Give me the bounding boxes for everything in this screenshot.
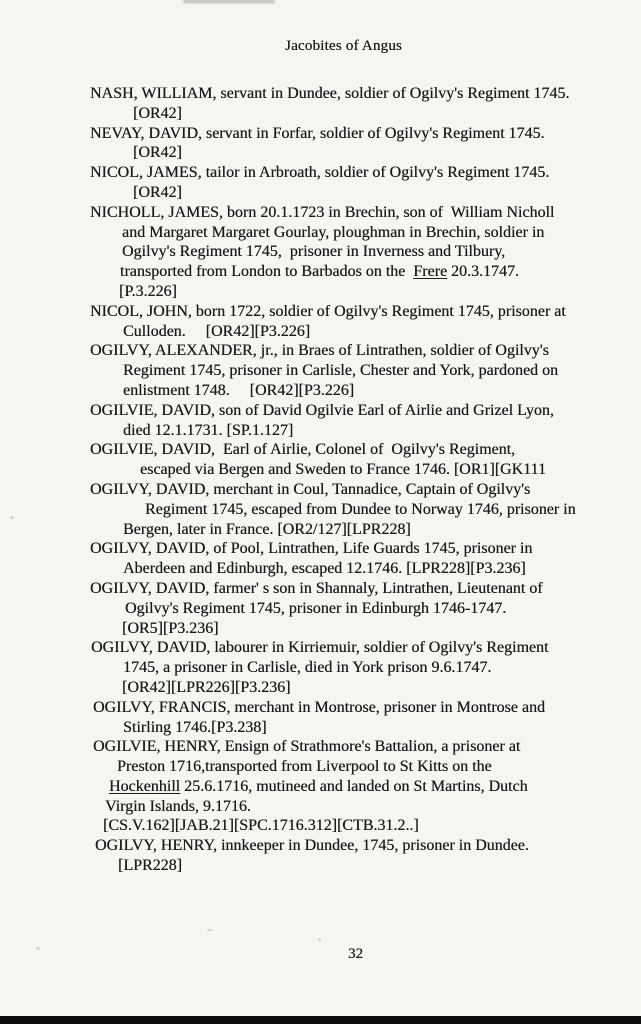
line-text: NEVAY, DAVID, servant in Forfar, soldier of Ogilvy's Regiment 1745. [90,124,545,142]
line-text: 20.3.1747. [447,263,520,281]
text-line [0,163,641,183]
text-line [0,322,641,342]
text-line [0,579,641,599]
text-line [0,104,641,124]
entries-text-block [0,84,641,876]
text-line [0,460,641,480]
text-line [0,480,641,500]
line-text: 1745, a prisoner in Carlisle, died in York prison 9.6.1747. [123,659,492,677]
text-line [0,421,641,441]
line-text: Aberdeen and Edinburgh, escaped 12.1746. [LPR228][P3.236] [123,560,526,578]
line-text: OGILVIE, DAVID, son of David Ogilvie Earl of Airlie and Grizel Lyon, [90,401,554,419]
text-line [0,440,641,460]
text-line [0,223,641,243]
line-text: OGILVIE, DAVID, Earl of Airlie, Colonel of Ogilvy's Regiment, [90,441,516,459]
line-text: Culloden. [OR42][P3.226] [123,322,311,340]
text-line [0,341,641,361]
line-text: Regiment 1745, prisoner in Carlisle, Chester and York, pardoned on [123,362,559,380]
line-text: [CS.V.162][JAB.21][SPC.1716.312][CTB.31.2..] [103,817,419,835]
line-text: Virgin Islands, 9.1716. [105,797,251,815]
line-text: enlistment 1748. [OR42][P3.226] [123,381,355,399]
paper-speck [318,938,321,941]
line-text: Stirling 1746.[P3.238] [123,718,267,736]
line-text: OGILVY, DAVID, of Pool, Lintrathen, Life Guards 1745, prisoner in [90,540,533,558]
line-text: OGILVY, DAVID, labourer in Kirriemuir, soldier of Ogilvy's Regiment [91,639,549,657]
line-text: Ogilvy's Regiment 1745, prisoner in Inverness and Tilbury, [122,243,506,261]
text-line [0,698,641,718]
line-text: NICOL, JOHN, born 1722, soldier of Ogilvy's Regiment 1745, prisoner at [90,302,566,320]
text-line [0,401,641,421]
text-line [0,559,641,579]
text-line [0,143,641,163]
line-text: [OR42] [133,144,182,162]
line-text: and Margaret Margaret Gourlay, ploughman in Brechin, soldier in [122,223,545,241]
line-text: OGILVY, FRANCIS, merchant in Montrose, prisoner in Montrose and [93,698,545,716]
line-text: NICHOLL, JAMES, born 20.1.1723 in Brechin, son of William Nicholl [90,203,555,221]
ship-name: Hockenhill [109,777,181,795]
line-text: transported from London to Barbados on the [120,263,414,281]
line-text: NICOL, JAMES, tailor in Arbroath, soldier of Ogilvy's Regiment 1745. [90,164,550,182]
line-text: OGILVY, HENRY, innkeeper in Dundee, 1745, prisoner in Dundee. [95,837,529,855]
line-text: Bergen, later in France. [OR2/127][LPR228] [123,520,411,538]
ship-name: Frere [413,263,448,281]
text-line [0,124,641,144]
line-text: Regiment 1745, escaped from Dundee to Norway 1746, prisoner in [145,500,576,518]
line-text: OGILVY, DAVID, merchant in Coul, Tannadice, Captain of Ogilvy's [90,480,531,498]
text-line [0,539,641,559]
text-line [0,718,641,738]
text-line [0,361,641,381]
line-text: [P.3.226] [119,282,177,300]
text-line [0,242,641,262]
text-line [0,856,641,876]
line-text: [OR42] [133,183,182,201]
line-text: [OR42] [133,104,182,122]
text-line [0,777,641,797]
text-line [0,203,641,223]
line-text: [LPR228] [118,857,182,875]
line-text: OGILVY, ALEXANDER, jr., in Braes of Lintrathen, soldier of Ogilvy's [90,342,549,360]
line-text: [OR42][LPR226][P3.236] [122,678,291,696]
text-line [0,797,641,817]
text-line [0,737,641,757]
text-line [0,836,641,856]
text-line [0,599,641,619]
text-line [0,816,641,836]
text-line [0,757,641,777]
text-line [0,520,641,540]
page-number: 32 [348,946,363,962]
text-line [0,282,641,302]
line-text: NASH, WILLIAM, servant in Dundee, soldier of Ogilvy's Regiment 1745. [90,85,570,102]
text-line [0,381,641,401]
paper-speck [207,929,212,931]
line-text: [OR5][P3.236] [122,619,219,637]
line-text: OGILVIE, HENRY, Ensign of Strathmore's Battalion, a prisoner at [93,738,521,756]
paper-speck [10,516,14,519]
line-text: died 12.1.1731. [SP.1.127] [123,421,294,439]
line-text: Preston 1716,transported from Liverpool to St Kitts on the [117,758,492,776]
text-line [0,619,641,639]
text-line [0,302,641,322]
text-line [0,500,641,520]
text-line [0,262,641,282]
scan-smudge [183,0,275,3]
text-line [0,84,641,104]
scan-edge-bar [0,1016,641,1024]
text-line [0,638,641,658]
line-text: OGILVY, DAVID, farmer' s son in Shannaly, Lintrathen, Lieutenant of [90,579,543,597]
text-line [0,183,641,203]
line-text: Ogilvy's Regiment 1745, prisoner in Edinburgh 1746-1747. [125,599,507,617]
running-header: Jacobites of Angus [285,38,402,54]
line-text: 25.6.1716, mutineed and landed on St Martins, Dutch [180,777,528,795]
text-line [0,658,641,678]
line-text: escaped via Bergen and Sweden to France 1746. [OR1][GK111 [140,461,546,479]
text-line [0,678,641,698]
